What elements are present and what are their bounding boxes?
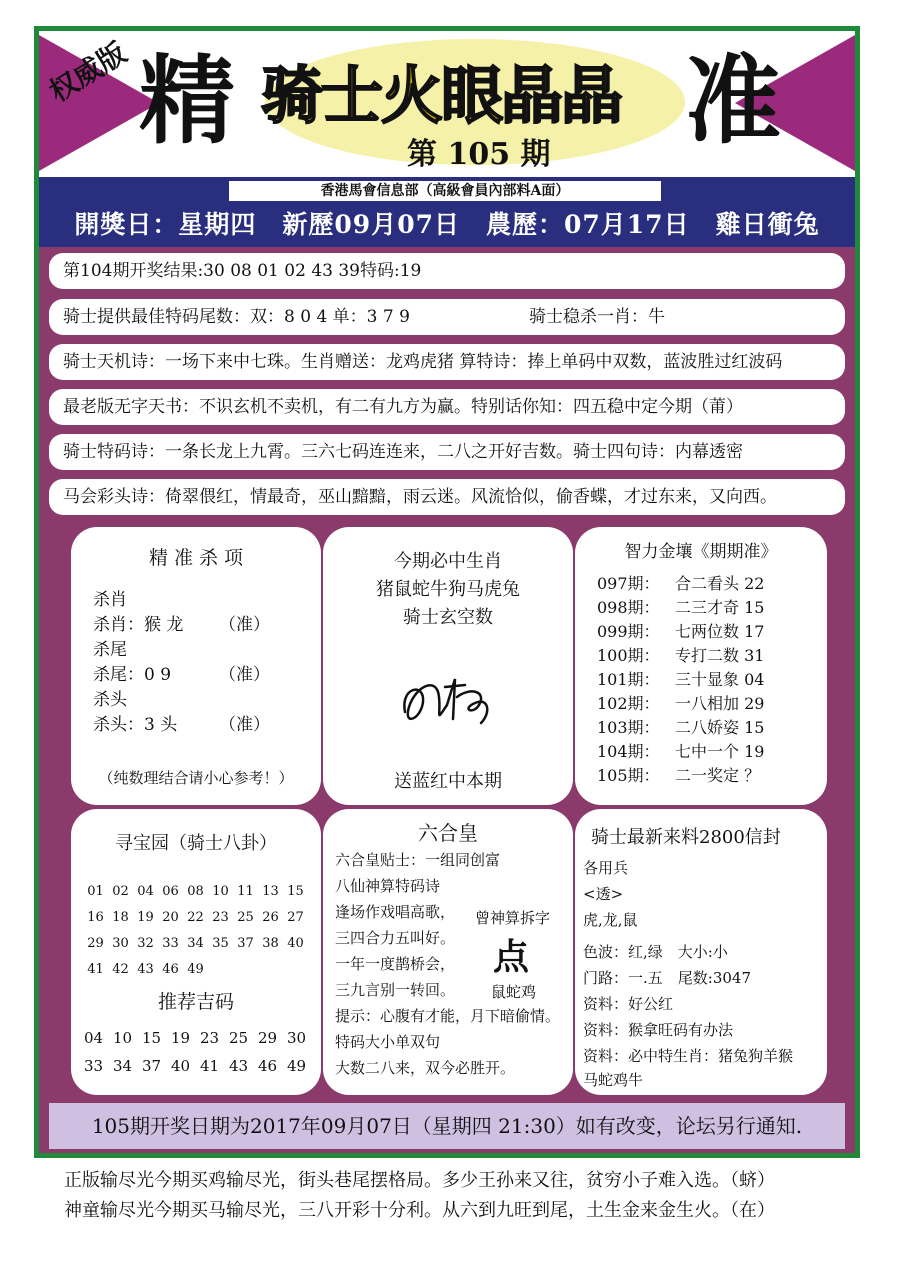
- date-banner: [39, 177, 855, 247]
- number-cell: 06: [162, 884, 179, 899]
- number-cell: 23: [199, 1029, 220, 1047]
- recommended-grid: [79, 1024, 311, 1080]
- number-cell: 41: [87, 962, 104, 977]
- wisdom-issue: 102期：: [597, 694, 660, 713]
- issue-number: 第 105 期: [407, 137, 551, 172]
- number-cell: 43: [228, 1057, 249, 1075]
- wisdom-issue: 099期：: [597, 622, 660, 641]
- number-cell: 33: [83, 1057, 104, 1075]
- zodiac-list: 猪鼠蛇牛狗马虎兔: [376, 579, 520, 600]
- wisdom-text: 三十显象 04: [675, 670, 765, 689]
- latest-title: 骑士最新来料2800信封: [591, 827, 781, 848]
- wisdom-issue: 104期：: [597, 742, 660, 761]
- latest-line: 色波：红,绿 大小:小: [583, 943, 728, 961]
- jockey-club-poem-row: 马会彩头诗：倚翠偎红，情最奇，巫山黯黯，雨云迷。风流恰似，偷香蝶，才过东来，又向西。: [49, 479, 845, 515]
- number-row: [83, 957, 308, 983]
- number-cell: 29: [87, 936, 104, 951]
- number-cell: 22: [187, 910, 204, 925]
- zodiac-line: 今期必中生肖: [394, 551, 502, 572]
- number-row: [83, 931, 308, 957]
- kill-line: 杀尾：0 9: [93, 665, 172, 685]
- wisdom-issue: 105期：: [597, 766, 660, 785]
- number-cell: 30: [112, 936, 129, 951]
- number-cell: 11: [237, 884, 254, 899]
- number-cell: 27: [287, 910, 304, 925]
- latest-line: 马蛇鸡牛: [583, 1071, 644, 1089]
- kill-line: 杀肖: [93, 590, 127, 610]
- split-char-sub: 鼠蛇鸡: [491, 983, 537, 1001]
- kill-tag: （准）: [219, 665, 270, 685]
- edition-stamp: 权威版: [43, 36, 133, 109]
- liuhe-line: 八仙神算特码诗: [335, 877, 441, 895]
- recommended-title: 推荐吉码: [157, 991, 234, 1013]
- number-cell: 19: [137, 910, 154, 925]
- tail-number-text: 骑士提供最佳特码尾数：双：8 0 4 单：3 7 9: [63, 307, 410, 327]
- number-cell: 15: [287, 884, 304, 899]
- number-cell: 23: [212, 910, 229, 925]
- zodiac-line: 骑士玄空数: [403, 607, 493, 628]
- number-cell: 16: [87, 910, 104, 925]
- number-cell: 33: [162, 936, 179, 951]
- number-cell: 01: [87, 884, 104, 899]
- latest-line: 门路：一.五 尾数:3047: [583, 969, 751, 987]
- number-row: [79, 1052, 311, 1080]
- latest-line: 资料：猴拿旺码有办法: [583, 1021, 734, 1039]
- number-cell: 49: [187, 962, 204, 977]
- wisdom-text: 七两位数 17: [675, 622, 765, 641]
- number-cell: 37: [141, 1057, 162, 1075]
- number-cell: 04: [83, 1029, 104, 1047]
- number-cell: 34: [112, 1057, 133, 1075]
- number-cell: 25: [228, 1029, 249, 1047]
- number-cell: 08: [187, 884, 204, 899]
- number-row: [79, 1024, 311, 1052]
- signature-scribble: [395, 657, 505, 737]
- number-row: [83, 905, 308, 931]
- wisdom-text: 二一奖定 ？: [675, 766, 761, 785]
- number-cell: 26: [262, 910, 279, 925]
- liuhe-line: 一年一度鹊桥会，: [335, 955, 456, 973]
- number-cell: 10: [212, 884, 229, 899]
- kill-zodiac-text: 骑士稳杀一肖：牛: [529, 307, 665, 327]
- treasure-title: 寻宝园（骑士八卦）: [115, 833, 277, 854]
- wisdom-title: 智力金壤《期期准》: [624, 542, 778, 562]
- liuhe-line: 逢场作戏唱高歌，: [335, 903, 456, 921]
- latest-line: 资料：好公红: [583, 995, 674, 1013]
- number-cell: 10: [112, 1029, 133, 1047]
- wisdom-issue: 101期：: [597, 670, 660, 689]
- number-cell: 32: [137, 936, 154, 951]
- number-cell: 34: [187, 936, 204, 951]
- number-cell: 20: [162, 910, 179, 925]
- kill-line: 杀肖：猴 龙: [93, 615, 184, 635]
- footer-notice: 105期开奖日期为2017年09月07日（星期四 21:30）如有改变，论坛另行通知.: [49, 1103, 845, 1149]
- number-grid: [83, 879, 308, 983]
- poster-frame: [34, 26, 860, 1158]
- kill-tag: （准）: [219, 615, 270, 635]
- liuhe-title: 六合皇: [418, 821, 478, 845]
- tail-number-row: [49, 299, 845, 335]
- number-cell: 04: [137, 884, 154, 899]
- number-cell: 37: [237, 936, 254, 951]
- number-cell: 30: [286, 1029, 307, 1047]
- wisdom-issue: 103期：: [597, 718, 660, 737]
- number-cell: 41: [199, 1057, 220, 1075]
- prev-result-row: 第104期开奖结果:30 08 01 02 43 39特码:19: [49, 253, 845, 289]
- latest-line: 虎,龙,鼠: [583, 911, 638, 929]
- kill-line: 杀尾: [93, 640, 127, 660]
- left-big-char: 精: [139, 45, 235, 157]
- number-cell: 43: [137, 962, 154, 977]
- subtitle: 香港馬會信息部（高級會員內部料A面）: [229, 181, 661, 201]
- number-cell: 46: [162, 962, 179, 977]
- header: [39, 31, 855, 177]
- number-cell: 46: [257, 1057, 278, 1075]
- number-cell: 02: [112, 884, 129, 899]
- wisdom-text: 七中一个 19: [675, 742, 765, 761]
- wisdom-issue: 100期：: [597, 646, 660, 665]
- liuhe-line: 大数二八来，双今必胜开。: [335, 1059, 516, 1077]
- zodiac-panel: [323, 527, 573, 805]
- kill-items-panel: [71, 527, 321, 805]
- latest-line: 各用兵: [583, 859, 629, 877]
- number-cell: 15: [141, 1029, 162, 1047]
- split-char-title: 曾神算拆字: [475, 909, 551, 927]
- wisdom-issue: 098期：: [597, 598, 660, 617]
- number-cell: 40: [170, 1057, 191, 1075]
- page-title: 骑士火眼晶晶: [261, 59, 622, 132]
- number-cell: 25: [237, 910, 254, 925]
- wisdom-text: 二八娇姿 15: [675, 718, 765, 737]
- latest-panel: [575, 809, 827, 1095]
- bottom-poem-line: 神童输尽光今期买马输尽光，三八开彩十分利。从六到九旺到尾，土生金来金生火。（在）: [64, 1200, 775, 1221]
- heavenly-book-row: 最老版无字天书：不识玄机不卖机，有二有九方为赢。特别话你知：四五稳中定今期（莆）: [49, 389, 845, 425]
- wisdom-text: 专打二数 31: [675, 646, 765, 665]
- kill-note: （纯数理结合请小心参考！）: [98, 769, 294, 787]
- number-cell: 18: [112, 910, 129, 925]
- liuhe-line: 提示：心腹有才能，月下暗偷情。: [335, 1007, 561, 1025]
- kill-line: 杀头: [93, 690, 127, 710]
- kill-tag: （准）: [219, 715, 270, 735]
- zodiac-bottom: 送蓝红中本期: [394, 771, 502, 792]
- split-char: 点: [493, 936, 530, 978]
- wisdom-panel: [575, 527, 827, 805]
- number-cell: 29: [257, 1029, 278, 1047]
- special-code-poem-row: 骑士特码诗：一条长龙上九霄。三六七码连连来，二八之开好吉数。骑士四句诗：内幕透密: [49, 434, 845, 470]
- kill-line: 杀头：3 头: [93, 715, 178, 735]
- number-cell: 40: [287, 936, 304, 951]
- knight-poem-row: 骑士天机诗：一场下来中七珠。生肖赠送：龙鸡虎猪 算特诗：捧上单码中双数，蓝波胜过红波码: [49, 344, 845, 380]
- liuhe-line: 三四合力五叫好。: [335, 929, 456, 947]
- liuhe-line: 六合皇贴士：一组同创富: [335, 851, 501, 869]
- wisdom-issue: 097期：: [597, 574, 660, 593]
- right-big-char: 准: [685, 45, 781, 157]
- latest-line: <透>: [583, 885, 624, 903]
- liuhe-line: 三九言别一转回。: [335, 981, 456, 999]
- wisdom-text: 一八相加 29: [675, 694, 765, 713]
- number-cell: 49: [286, 1057, 307, 1075]
- liuhe-panel: [323, 809, 573, 1095]
- number-cell: 38: [262, 936, 279, 951]
- bottom-poem-line: 正版输尽光今期买鸡输尽光，街头巷尾摆格局。多少王孙来又往，贫穷小子难入选。（蛴）: [64, 1170, 775, 1191]
- latest-line: 资料：必中特生肖：猪兔狗羊猴: [583, 1047, 794, 1065]
- draw-date-line: 開獎日：星期四 新歷09月07日 農歷：07月17日 雞日衝兔: [74, 210, 820, 239]
- number-cell: 35: [212, 936, 229, 951]
- wisdom-text: 合二看头 22: [675, 574, 765, 593]
- treasure-panel: [71, 809, 321, 1095]
- wisdom-text: 二三才奇 15: [675, 598, 765, 617]
- liuhe-line: 特码大小单双句: [335, 1033, 441, 1051]
- number-cell: 19: [170, 1029, 191, 1047]
- number-cell: 42: [112, 962, 129, 977]
- number-cell: 13: [262, 884, 279, 899]
- number-row: [83, 879, 308, 905]
- kill-panel-title: 精 准 杀 项: [148, 547, 244, 569]
